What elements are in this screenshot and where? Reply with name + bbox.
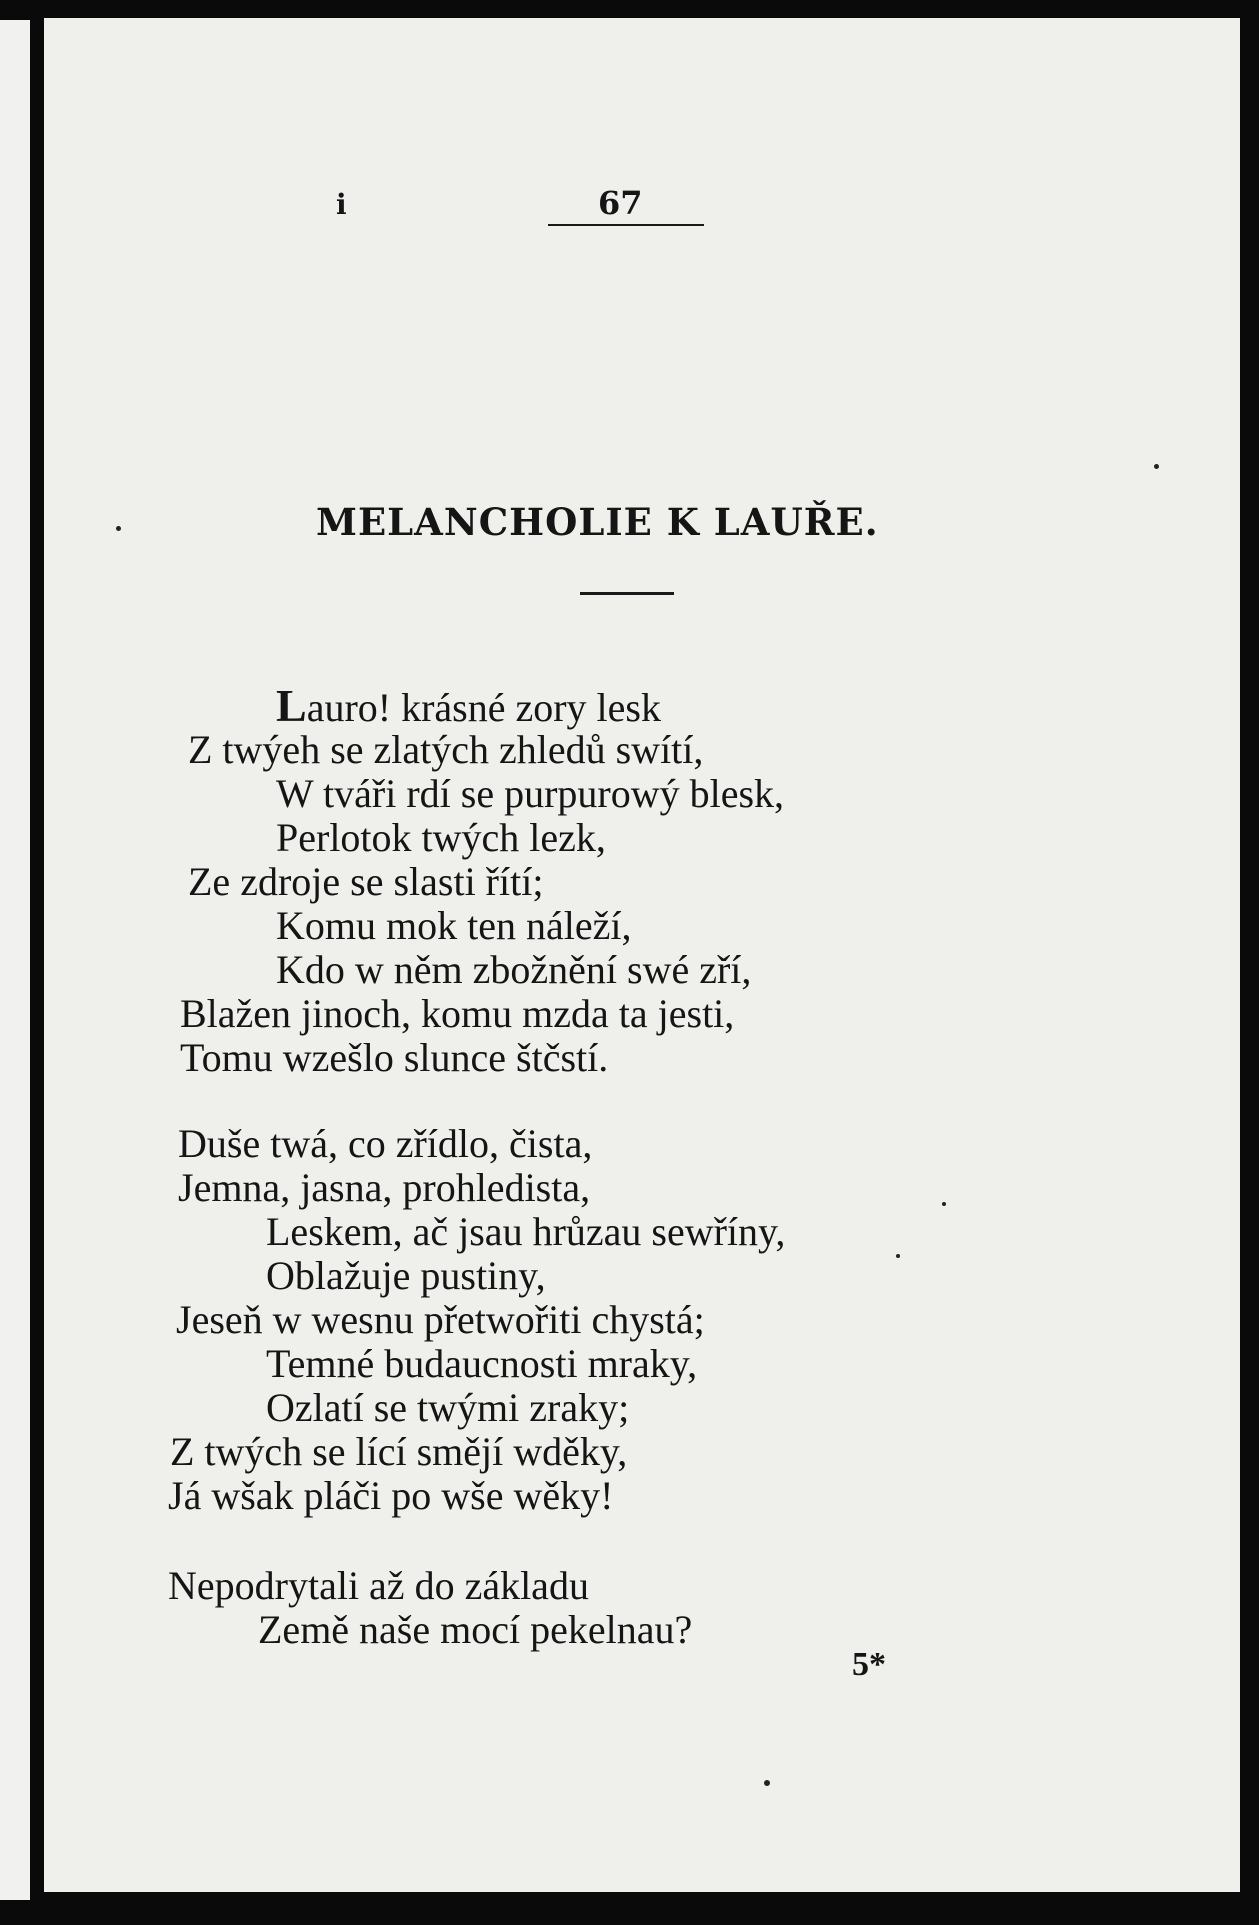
poem-line-17: Z twých se lící smějí wděky, bbox=[170, 1429, 628, 1474]
poem-line-15: Temné budaucnosti mraky, bbox=[266, 1341, 698, 1386]
scan-speck bbox=[942, 1202, 946, 1206]
book-page bbox=[44, 18, 1240, 1892]
scan-speck bbox=[764, 1780, 770, 1786]
scan-speck bbox=[896, 1254, 900, 1258]
poem-line-text: auro! krásné zory lesk bbox=[306, 685, 661, 730]
poem-line-5: Ze zdroje se slasti řítí; bbox=[188, 859, 544, 904]
margin-mark: i bbox=[336, 188, 347, 221]
poem-line-1 bbox=[276, 680, 661, 731]
poem-line-13: Oblažuje pustiny, bbox=[266, 1253, 546, 1298]
header-rule bbox=[548, 224, 704, 226]
poem-line-10: Duše twá, co zřídlo, čista, bbox=[178, 1121, 593, 1166]
poem-line-4: Perlotok twých lezk, bbox=[276, 815, 606, 860]
poem-title: MELANCHOLIE K LAUŘE. bbox=[316, 500, 879, 544]
poem-line-19: Nepodrytali až do základu bbox=[168, 1563, 589, 1608]
poem-line-12: Leskem, ač jsau hrůzau sewříny, bbox=[266, 1209, 786, 1254]
title-divider bbox=[580, 592, 674, 595]
poem-line-3: W tváři rdí se purpurowý blesk, bbox=[276, 771, 785, 816]
poem-line-9: Tomu wzešlo slunce štčstí. bbox=[180, 1035, 609, 1080]
scan-speck bbox=[1154, 464, 1159, 469]
poem-line-16: Ozlatí se twými zraky; bbox=[266, 1385, 630, 1430]
poem-line-18: Já wšak pláči po wše wěky! bbox=[168, 1473, 614, 1518]
scan-speck bbox=[116, 526, 121, 531]
poem-line-14: Jeseň w wesnu přetwořiti chystá; bbox=[176, 1297, 705, 1342]
page-number: 67 bbox=[598, 184, 643, 222]
signature-mark: 5* bbox=[852, 1646, 886, 1683]
poem-line-20: Země naše mocí pekelnau? bbox=[258, 1607, 693, 1652]
poem-line-8: Blažen jinoch, komu mzda ta jesti, bbox=[180, 991, 735, 1036]
facing-page-edge bbox=[0, 20, 30, 1900]
poem-line-11: Jemna, jasna, prohledista, bbox=[178, 1165, 591, 1210]
poem-line-6: Komu mok ten náleží, bbox=[276, 903, 632, 948]
poem-line-2: Z twýeh se zlatých zhledů swítí, bbox=[188, 727, 704, 772]
drop-cap: L bbox=[276, 680, 307, 731]
poem-line-7: Kdo w něm zbožnění swé zří, bbox=[276, 947, 752, 992]
